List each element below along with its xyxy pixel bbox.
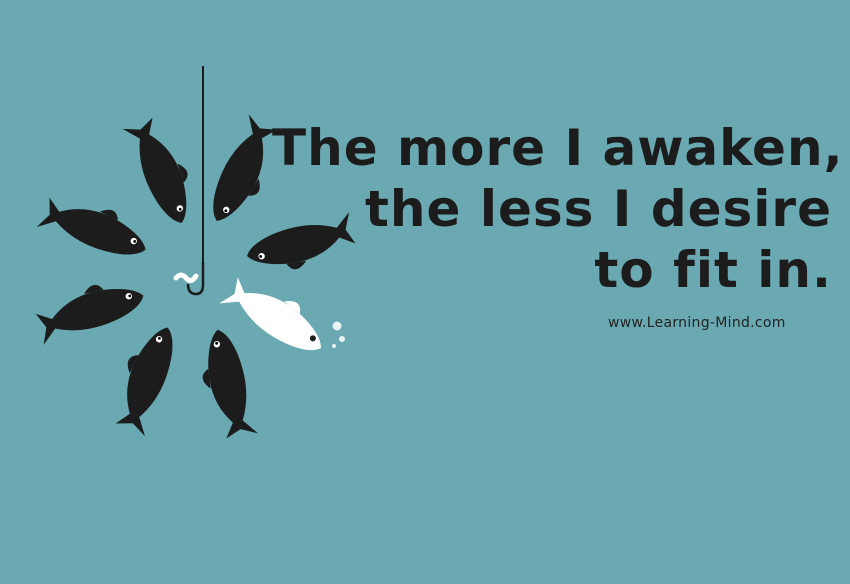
fish-lower-left	[31, 271, 148, 344]
bubbles	[332, 322, 345, 349]
fish-bottom-right	[193, 326, 258, 443]
fish-bottom-left	[106, 319, 183, 437]
quote-line-3: to fit in.	[594, 241, 832, 299]
quote-line-1: The more I awaken,	[272, 119, 844, 177]
quote-text	[272, 118, 844, 301]
website-url: www.Learning-Mind.com	[608, 315, 786, 331]
fish-upper-left	[37, 188, 155, 265]
fish-top-left	[123, 112, 206, 229]
quote-line-2: the less I desire	[365, 180, 832, 238]
worm-bait	[176, 275, 196, 281]
